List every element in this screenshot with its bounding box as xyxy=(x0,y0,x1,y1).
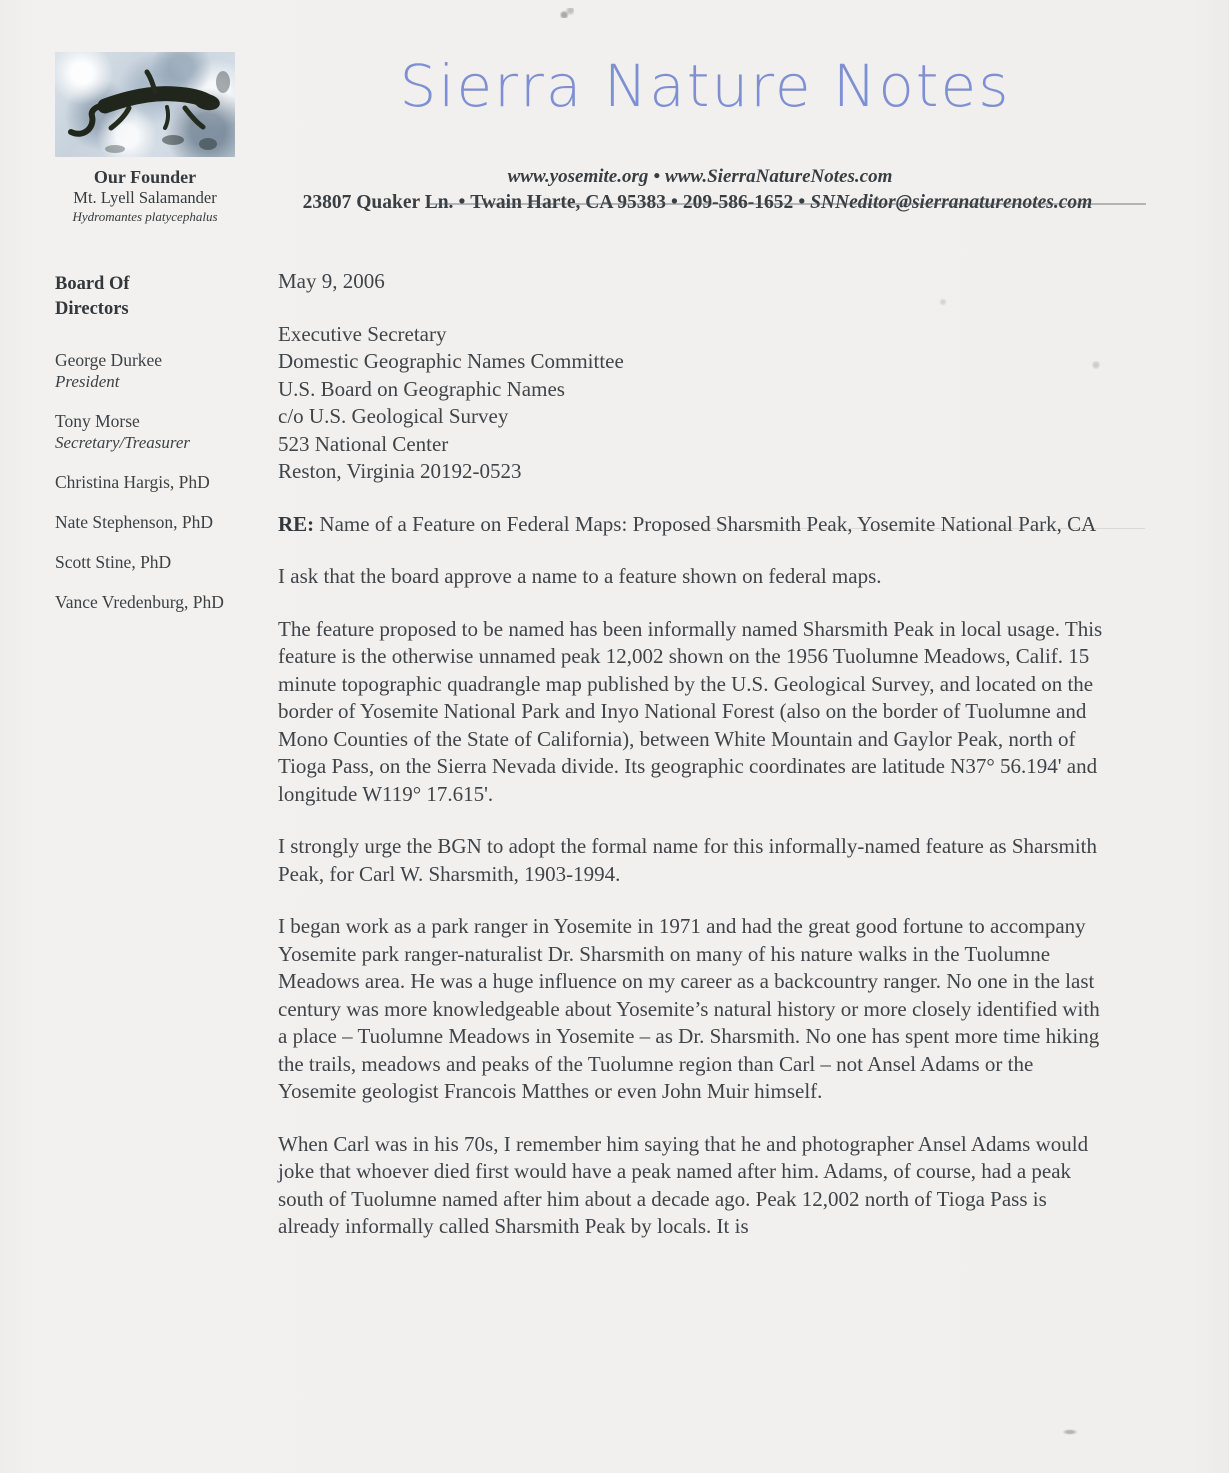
board-heading: Board Of Directors xyxy=(55,274,130,319)
masthead-title: Sierra Nature Notes xyxy=(399,52,1011,120)
website-yosemite: www.yosemite.org xyxy=(507,166,649,187)
subject-text: Name of a Feature on Federal Maps: Proposed Sharsmith Peak, Yosemite National Park, CA xyxy=(319,511,1097,536)
recipient-line: c/o U.S. Geological Survey xyxy=(278,404,509,428)
board-member xyxy=(55,552,270,573)
salamander-photo xyxy=(55,52,235,157)
recipient-line: U.S. Board on Geographic Names xyxy=(278,376,565,401)
scan-speck-artifact xyxy=(560,8,574,18)
bullet-separator: • xyxy=(670,192,678,213)
recipient-line: Domestic Geographic Names Committee xyxy=(278,349,624,373)
board-member xyxy=(55,592,270,613)
board-member-role: Secretary/Treasurer xyxy=(55,433,191,452)
websites-line xyxy=(250,166,1150,188)
photo-caption-title: Our Founder xyxy=(93,167,197,187)
bullet-separator: • xyxy=(458,192,466,213)
bullet-separator: • xyxy=(653,166,661,187)
board-member-role: President xyxy=(55,372,120,391)
email-address: SNNeditor@sierranaturenotes.com xyxy=(810,192,1093,213)
street-address: 23807 Quaker Ln. xyxy=(302,192,454,213)
salamander-illustration xyxy=(55,52,235,157)
contact-line xyxy=(240,192,1155,214)
website-snn: www.SierraNatureNotes.com xyxy=(665,166,893,187)
scan-speck-artifact xyxy=(1062,1429,1078,1435)
board-member-name: George Durkee xyxy=(55,350,163,370)
paragraph: I ask that the board approve a name to a feature shown on federal maps. xyxy=(278,564,882,588)
board-member-name: Scott Stine, PhD xyxy=(55,552,172,572)
board-member xyxy=(55,512,270,533)
board-member xyxy=(55,350,270,392)
board-member xyxy=(55,472,270,493)
paragraph: When Carl was in his 70s, I remember him saying that he and photographer Ansel Adams would joke that whoever died first would have a peak named after him. Adams, of course, had a peak south of Tuolumne named after him about a decade ago. Peak 12,002 north of Tioga Pass is already informally called Sharsmith Peak by locals. It is xyxy=(278,1131,1089,1238)
board-member-name: Tony Morse xyxy=(55,411,140,431)
city-state-zip: Twain Harte, CA 95383 xyxy=(470,192,666,213)
paragraph: I began work as a park ranger in Yosemite in 1971 and had the great good fortune to accompany Yosemite park ranger-naturalist Dr. Sharsmith on many of his nature walks in the Tuolumne Meadows area. He was a huge influence on my career as a backcountry ranger. No one in the last century was more knowledgeable about Yosemite’s natural history or more closely identified with a place – Tuolumne Meadows in Yosemite – as Dr. Sharsmith. No one has spent more time hiking the trails, meadows and peaks of the Tuolumne region than Carl – not Ansel Adams or the Yosemite geologist Francois Matthes or even John Muir himself. xyxy=(278,914,1100,1103)
letter-body xyxy=(278,268,1110,1266)
board-of-directors-sidebar xyxy=(55,272,270,632)
recipient-line: Reston, Virginia 20192-0523 xyxy=(278,459,522,483)
subject-line xyxy=(278,511,1110,539)
phone-number: 209-586-1652 xyxy=(682,192,794,213)
recipient-line: 523 National Center xyxy=(278,431,449,456)
board-member xyxy=(55,411,270,453)
recipient-line: Executive Secretary xyxy=(278,321,447,346)
bullet-separator: • xyxy=(798,192,806,213)
photo-caption xyxy=(20,166,270,225)
photo-caption-subtitle: Mt. Lyell Salamander xyxy=(73,188,217,207)
letter-date: May 9, 2006 xyxy=(278,269,385,293)
board-member-name: Christina Hargis, PhD xyxy=(55,472,210,492)
board-member-name: Vance Vredenburg, PhD xyxy=(55,592,224,612)
board-member-name: Nate Stephenson, PhD xyxy=(55,512,213,532)
subject-label: RE: xyxy=(278,511,315,536)
photo-caption-species: Hydromantes platycephalus xyxy=(72,209,218,224)
paragraph: I strongly urge the BGN to adopt the formal name for this informally-named feature as Sharsmith Peak, for Carl W. Sharsmith, 1903-1994. xyxy=(278,834,1097,886)
recipient-address-block xyxy=(278,321,1110,486)
paragraph: The feature proposed to be named has been informally named Sharsmith Peak in local usage. This feature is the otherwise unnamed peak 12,002 shown on the 1956 Tuolumne Meadows, Calif. 15 minute topographic quadrangle map published by the U.S. Geological Survey, and located on the border of Yosemite National Park and Inyo National Forest (also on the border of Tuolumne and Mono Counties of the State of California), between White Mountain and Gaylor Peak, north of Tioga Pass, on the Sierra Nevada divide. Its geographic coordinates are latitude N37° 56.194' and longitude W119° 17.615'. xyxy=(278,616,1103,806)
